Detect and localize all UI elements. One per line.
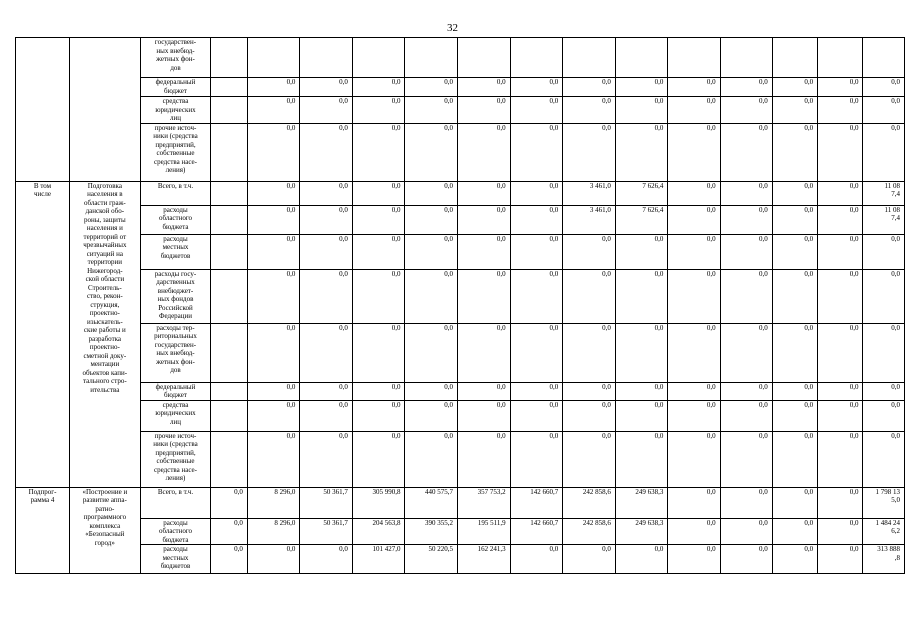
value-cell: 0,0: [772, 97, 817, 124]
value-cell: 0,0: [863, 431, 905, 487]
value-cell: 242 858,6: [563, 518, 616, 545]
value-cell: 0,0: [772, 431, 817, 487]
value-cell: 0,0: [352, 205, 405, 234]
value-cell: 0,0: [615, 545, 668, 574]
value-cell: [352, 38, 405, 78]
value-cell: 0,0: [615, 97, 668, 124]
value-cell: 0,0: [563, 78, 616, 97]
value-cell: 0,0: [211, 518, 248, 545]
value-cell: 0,0: [563, 545, 616, 574]
program-name-cell: [70, 38, 141, 182]
value-cell: 0,0: [352, 431, 405, 487]
value-cell: 0,0: [405, 205, 458, 234]
table-row: [16, 97, 905, 124]
value-cell: 0,0: [863, 323, 905, 382]
value-cell: [211, 431, 248, 487]
source-label-cell: расходы областного бюджета: [140, 518, 211, 545]
value-cell: 0,0: [563, 97, 616, 124]
value-cell: 50 220,5: [405, 545, 458, 574]
value-cell: 390 355,2: [405, 518, 458, 545]
value-cell: [211, 234, 248, 269]
table-row: [16, 205, 905, 234]
value-cell: 0,0: [510, 78, 563, 97]
value-cell: 0,0: [772, 78, 817, 97]
table-row: [16, 323, 905, 382]
value-cell: [211, 269, 248, 323]
value-cell: [211, 123, 248, 181]
program-name-cell: Подготовка населения в области граж- данской обо- роны, защиты населения и территорий от чрезвычайных ситуаций на территории Нижегород- ской области Строитель- ство, рекон- струкция, проектно- изыскатель- ские работы и разработка проектно- сметной доку- ментации объектов капи- тального стро- ительства: [70, 181, 141, 487]
value-cell: 1 484 24 6,2: [863, 518, 905, 545]
value-cell: 0,0: [563, 234, 616, 269]
value-cell: 0,0: [458, 205, 511, 234]
value-cell: [772, 38, 817, 78]
value-cell: 0,0: [668, 181, 720, 205]
value-cell: 50 361,7: [300, 518, 353, 545]
value-cell: 0,0: [247, 431, 299, 487]
value-cell: [211, 97, 248, 124]
value-cell: [510, 38, 563, 78]
value-cell: 0,0: [668, 382, 720, 400]
value-cell: 0,0: [720, 382, 772, 400]
value-cell: 0,0: [818, 382, 863, 400]
value-cell: 0,0: [247, 382, 299, 400]
value-cell: 0,0: [247, 78, 299, 97]
value-cell: 50 361,7: [300, 487, 353, 518]
value-cell: 0,0: [818, 323, 863, 382]
value-cell: 0,0: [615, 323, 668, 382]
value-cell: 0,0: [615, 123, 668, 181]
value-cell: 0,0: [615, 431, 668, 487]
source-label-cell: государствен- ных внебюд- жетных фон- дов: [140, 38, 211, 78]
value-cell: 0,0: [668, 400, 720, 431]
table-row: [16, 382, 905, 400]
value-cell: 0,0: [405, 269, 458, 323]
value-cell: 0,0: [668, 205, 720, 234]
table-row: [16, 487, 905, 518]
value-cell: [405, 38, 458, 78]
value-cell: 0,0: [863, 400, 905, 431]
value-cell: 0,0: [863, 234, 905, 269]
value-cell: [247, 38, 299, 78]
value-cell: 0,0: [300, 323, 353, 382]
value-cell: 0,0: [458, 97, 511, 124]
value-cell: 0,0: [352, 323, 405, 382]
value-cell: 0,0: [563, 323, 616, 382]
value-cell: 0,0: [510, 545, 563, 574]
value-cell: 0,0: [818, 97, 863, 124]
value-cell: 0,0: [300, 234, 353, 269]
value-cell: 0,0: [720, 97, 772, 124]
budget-table: [15, 37, 905, 574]
value-cell: 0,0: [405, 78, 458, 97]
value-cell: 0,0: [247, 97, 299, 124]
value-cell: 0,0: [668, 78, 720, 97]
value-cell: 0,0: [818, 269, 863, 323]
value-cell: 204 563,8: [352, 518, 405, 545]
value-cell: 0,0: [405, 181, 458, 205]
value-cell: 0,0: [352, 269, 405, 323]
value-cell: 249 638,3: [615, 518, 668, 545]
value-cell: 0,0: [405, 431, 458, 487]
value-cell: 0,0: [510, 382, 563, 400]
value-cell: 0,0: [720, 269, 772, 323]
value-cell: 0,0: [818, 181, 863, 205]
value-cell: 0,0: [300, 97, 353, 124]
value-cell: 0,0: [818, 78, 863, 97]
value-cell: 0,0: [510, 400, 563, 431]
source-label-cell: прочие источ- ники (средства предприятий, собственные средства насе- ления): [140, 431, 211, 487]
value-cell: 0,0: [458, 123, 511, 181]
value-cell: 305 990,8: [352, 487, 405, 518]
value-cell: 0,0: [405, 400, 458, 431]
value-cell: 0,0: [510, 181, 563, 205]
value-cell: [458, 38, 511, 78]
value-cell: 313 888 ,8: [863, 545, 905, 574]
value-cell: 0,0: [720, 205, 772, 234]
value-cell: 0,0: [563, 431, 616, 487]
value-cell: 0,0: [720, 323, 772, 382]
value-cell: 0,0: [247, 545, 299, 574]
section-cell: Подпрог- рамма 4: [16, 487, 70, 574]
value-cell: 0,0: [772, 382, 817, 400]
source-label-cell: расходы местных бюджетов: [140, 234, 211, 269]
value-cell: 0,0: [211, 487, 248, 518]
value-cell: [300, 38, 353, 78]
table-row: [16, 400, 905, 431]
value-cell: 0,0: [563, 269, 616, 323]
value-cell: 0,0: [247, 400, 299, 431]
value-cell: 0,0: [300, 431, 353, 487]
value-cell: 0,0: [247, 269, 299, 323]
value-cell: 0,0: [615, 234, 668, 269]
value-cell: 0,0: [563, 400, 616, 431]
value-cell: 0,0: [668, 123, 720, 181]
value-cell: 0,0: [615, 78, 668, 97]
value-cell: 0,0: [720, 234, 772, 269]
value-cell: 0,0: [720, 431, 772, 487]
table-row: [16, 269, 905, 323]
value-cell: [211, 205, 248, 234]
value-cell: 440 575,7: [405, 487, 458, 518]
value-cell: [211, 78, 248, 97]
value-cell: 0,0: [863, 382, 905, 400]
table-row: [16, 78, 905, 97]
value-cell: [818, 38, 863, 78]
source-label-cell: расходы областного бюджета: [140, 205, 211, 234]
table-row: [16, 38, 905, 78]
value-cell: 0,0: [563, 123, 616, 181]
section-cell: В том числе: [16, 181, 70, 487]
value-cell: 0,0: [458, 234, 511, 269]
value-cell: 0,0: [720, 123, 772, 181]
source-label-cell: расходы тер- риториальных государствен- ных внебюд- жетных фон- дов: [140, 323, 211, 382]
value-cell: 0,0: [300, 123, 353, 181]
value-cell: 0,0: [818, 400, 863, 431]
value-cell: 0,0: [352, 400, 405, 431]
table-row: [16, 545, 905, 574]
source-label-cell: федеральный бюджет: [140, 78, 211, 97]
value-cell: 0,0: [818, 431, 863, 487]
value-cell: 0,0: [352, 181, 405, 205]
value-cell: 0,0: [300, 400, 353, 431]
table-row: [16, 181, 905, 205]
value-cell: 0,0: [352, 382, 405, 400]
value-cell: 0,0: [458, 382, 511, 400]
value-cell: 142 660,7: [510, 487, 563, 518]
value-cell: 0,0: [863, 269, 905, 323]
value-cell: 0,0: [772, 400, 817, 431]
value-cell: [863, 38, 905, 78]
value-cell: 0,0: [458, 431, 511, 487]
value-cell: 1 798 13 5,0: [863, 487, 905, 518]
source-label-cell: Всего, в т.ч.: [140, 487, 211, 518]
value-cell: [211, 323, 248, 382]
value-cell: 0,0: [352, 78, 405, 97]
value-cell: 8 296,0: [247, 487, 299, 518]
value-cell: 0,0: [720, 400, 772, 431]
value-cell: 0,0: [405, 123, 458, 181]
value-cell: [563, 38, 616, 78]
table-row: [16, 431, 905, 487]
value-cell: 0,0: [818, 123, 863, 181]
value-cell: 0,0: [458, 323, 511, 382]
value-cell: 0,0: [772, 545, 817, 574]
value-cell: 0,0: [615, 400, 668, 431]
value-cell: 0,0: [720, 181, 772, 205]
value-cell: 0,0: [510, 234, 563, 269]
value-cell: 0,0: [615, 269, 668, 323]
value-cell: 0,0: [863, 97, 905, 124]
value-cell: [668, 38, 720, 78]
value-cell: 0,0: [772, 323, 817, 382]
value-cell: 0,0: [300, 382, 353, 400]
value-cell: [720, 38, 772, 78]
value-cell: 0,0: [668, 234, 720, 269]
value-cell: 242 858,6: [563, 487, 616, 518]
source-label-cell: расходы госу- дарственных внебюджет- ных фондов Российской Федерации: [140, 269, 211, 323]
value-cell: 0,0: [668, 323, 720, 382]
value-cell: 0,0: [668, 269, 720, 323]
value-cell: 8 296,0: [247, 518, 299, 545]
value-cell: 142 660,7: [510, 518, 563, 545]
section-cell: [16, 38, 70, 182]
value-cell: 0,0: [772, 269, 817, 323]
value-cell: 0,0: [300, 205, 353, 234]
value-cell: 0,0: [352, 97, 405, 124]
value-cell: 0,0: [720, 518, 772, 545]
value-cell: 0,0: [720, 487, 772, 518]
value-cell: [211, 38, 248, 78]
value-cell: 7 626,4: [615, 205, 668, 234]
value-cell: 0,0: [668, 518, 720, 545]
value-cell: 0,0: [247, 205, 299, 234]
source-label-cell: федеральный бюджет: [140, 382, 211, 400]
value-cell: 0,0: [405, 234, 458, 269]
value-cell: [615, 38, 668, 78]
value-cell: 0,0: [772, 205, 817, 234]
value-cell: 0,0: [510, 123, 563, 181]
value-cell: 0,0: [300, 269, 353, 323]
value-cell: 7 626,4: [615, 181, 668, 205]
value-cell: 0,0: [668, 487, 720, 518]
value-cell: 0,0: [458, 78, 511, 97]
value-cell: 0,0: [818, 545, 863, 574]
value-cell: 0,0: [405, 97, 458, 124]
value-cell: 0,0: [668, 97, 720, 124]
value-cell: 0,0: [772, 234, 817, 269]
program-name-cell: «Построение и развитие аппа- ратно- программного комплекса «Безопасный город»: [70, 487, 141, 574]
value-cell: 0,0: [247, 323, 299, 382]
value-cell: 0,0: [405, 323, 458, 382]
value-cell: 195 511,9: [458, 518, 511, 545]
value-cell: 162 241,3: [458, 545, 511, 574]
table-row: [16, 518, 905, 545]
value-cell: [211, 400, 248, 431]
value-cell: 0,0: [352, 123, 405, 181]
value-cell: 0,0: [772, 487, 817, 518]
source-label-cell: средства юридических лиц: [140, 97, 211, 124]
value-cell: 0,0: [405, 382, 458, 400]
value-cell: 0,0: [300, 78, 353, 97]
table-row: [16, 234, 905, 269]
value-cell: [211, 382, 248, 400]
value-cell: 0,0: [772, 181, 817, 205]
value-cell: 0,0: [247, 234, 299, 269]
value-cell: 0,0: [352, 234, 405, 269]
source-label-cell: прочие источ- ники (средства предприятий, собственные средства насе- ления): [140, 123, 211, 181]
value-cell: 0,0: [668, 431, 720, 487]
value-cell: 0,0: [458, 269, 511, 323]
value-cell: 3 461,0: [563, 205, 616, 234]
value-cell: 0,0: [458, 400, 511, 431]
value-cell: 0,0: [510, 431, 563, 487]
value-cell: 0,0: [563, 382, 616, 400]
value-cell: [211, 181, 248, 205]
value-cell: 0,0: [510, 323, 563, 382]
value-cell: 0,0: [772, 518, 817, 545]
value-cell: 0,0: [211, 545, 248, 574]
value-cell: 11 08 7,4: [863, 205, 905, 234]
value-cell: 0,0: [720, 78, 772, 97]
value-cell: 0,0: [863, 123, 905, 181]
value-cell: 249 638,3: [615, 487, 668, 518]
value-cell: 0,0: [458, 181, 511, 205]
value-cell: 0,0: [247, 181, 299, 205]
source-label-cell: средства юридических лиц: [140, 400, 211, 431]
value-cell: 357 753,2: [458, 487, 511, 518]
value-cell: 3 461,0: [563, 181, 616, 205]
value-cell: 0,0: [863, 78, 905, 97]
value-cell: 0,0: [720, 545, 772, 574]
value-cell: 0,0: [668, 545, 720, 574]
value-cell: 0,0: [300, 181, 353, 205]
value-cell: 0,0: [818, 205, 863, 234]
value-cell: 0,0: [510, 97, 563, 124]
value-cell: 0,0: [615, 382, 668, 400]
page-number: 32: [447, 22, 458, 34]
value-cell: 0,0: [818, 234, 863, 269]
table-row: [16, 123, 905, 181]
value-cell: 0,0: [510, 269, 563, 323]
source-label-cell: расходы местных бюджетов: [140, 545, 211, 574]
value-cell: 0,0: [818, 518, 863, 545]
value-cell: 0,0: [772, 123, 817, 181]
value-cell: 0,0: [247, 123, 299, 181]
value-cell: 101 427,0: [352, 545, 405, 574]
value-cell: 0,0: [510, 205, 563, 234]
value-cell: 0,0: [818, 487, 863, 518]
value-cell: 0,0: [300, 545, 353, 574]
value-cell: 11 08 7,4: [863, 181, 905, 205]
source-label-cell: Всего, в т.ч.: [140, 181, 211, 205]
